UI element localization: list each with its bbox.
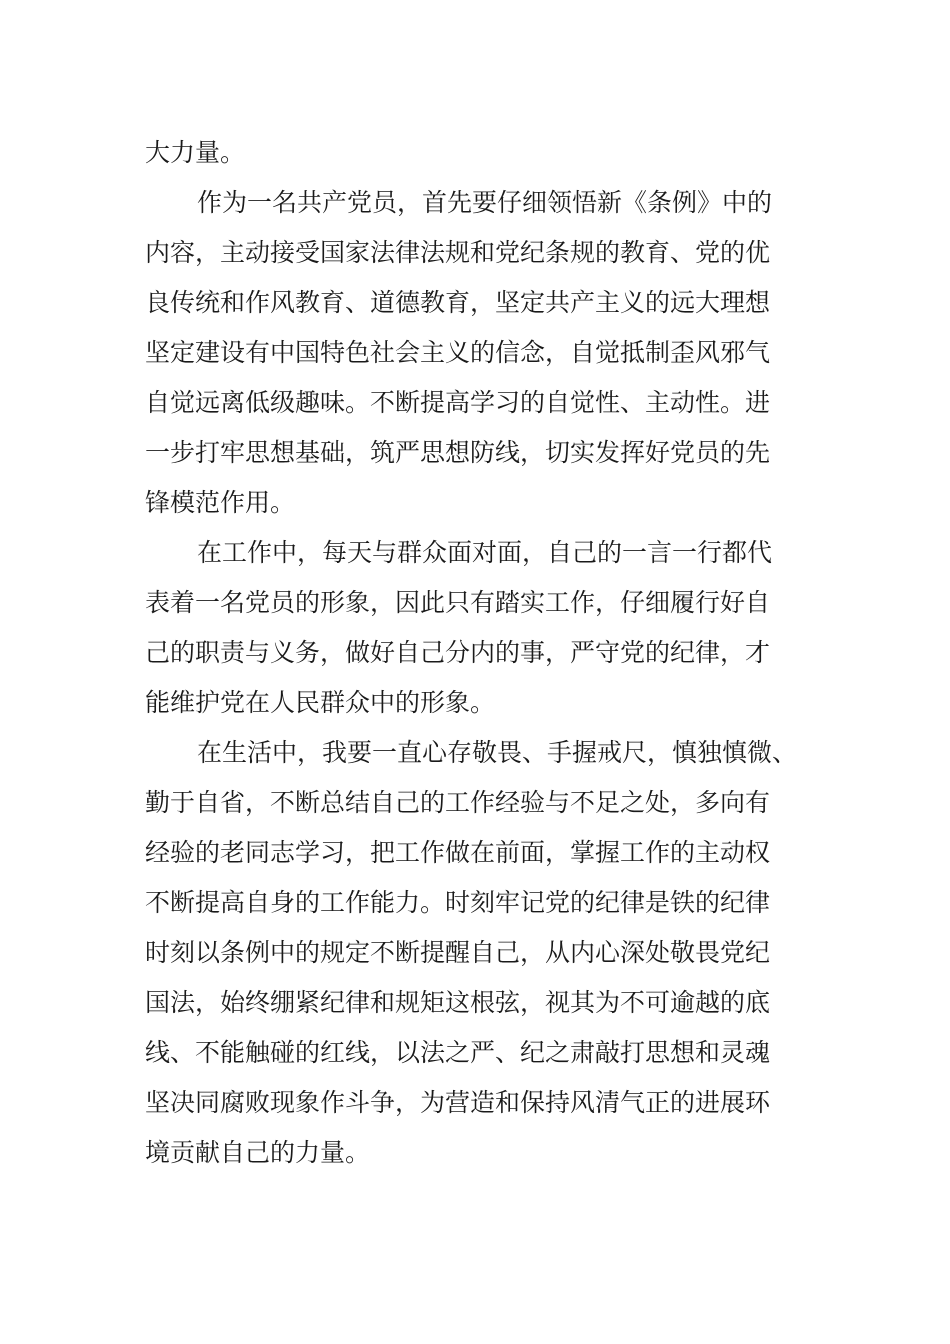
text-line: 内容，主动接受国家法律法规和党纪条规的教育、党的优 (145, 238, 771, 267)
text-line: 锋模范作用。 (145, 488, 296, 517)
text-line: 经验的老同志学习，把工作做在前面，掌握工作的主动权 (145, 838, 771, 867)
body-text (145, 128, 845, 1178)
text-line: 线、不能触碰的红线，以法之严、纪之肃敲打思想和灵魂 (145, 1038, 771, 1067)
text-line: 大力量。 (145, 138, 246, 167)
text-line: 己的职责与义务，做好自己分内的事，严守党的纪律，才 (145, 638, 771, 667)
text-line: 作为一名共产党员，首先要仔细领悟新《条例》中的 (197, 188, 773, 217)
text-line: 勤于自省，不断总结自己的工作经验与不足之处，多向有 (145, 788, 771, 817)
text-line: 表着一名党员的形象，因此只有踏实工作，仔细履行好自 (145, 588, 771, 617)
text-line: 时刻以条例中的规定不断提醒自己，从内心深处敬畏党纪 (145, 938, 771, 967)
text-line: 不断提高自身的工作能力。时刻牢记党的纪律是铁的纪律 (145, 888, 771, 917)
text-line: 自觉远离低级趣味。不断提高学习的自觉性、主动性。进 (145, 388, 771, 417)
text-line: 一步打牢思想基础，筑严思想防线，切实发挥好党员的先 (145, 438, 771, 467)
text-line: 坚决同腐败现象作斗争，为营造和保持风清气正的进展环 (145, 1088, 771, 1117)
text-line: 在生活中，我要一直心存敬畏、手握戒尺，慎独慎微、 (197, 738, 798, 767)
text-line: 境贡献自己的力量。 (145, 1138, 371, 1167)
text-line: 国法，始终绷紧纪律和规矩这根弦，视其为不可逾越的底 (145, 988, 771, 1017)
text-line: 能维护党在人民群众中的形象。 (145, 688, 496, 717)
text-line: 坚定建设有中国特色社会主义的信念，自觉抵制歪风邪气 (145, 338, 771, 367)
text-line: 在工作中，每天与群众面对面，自己的一言一行都代 (197, 538, 773, 567)
text-line: 良传统和作风教育、道德教育，坚定共产主义的远大理想 (145, 288, 771, 317)
